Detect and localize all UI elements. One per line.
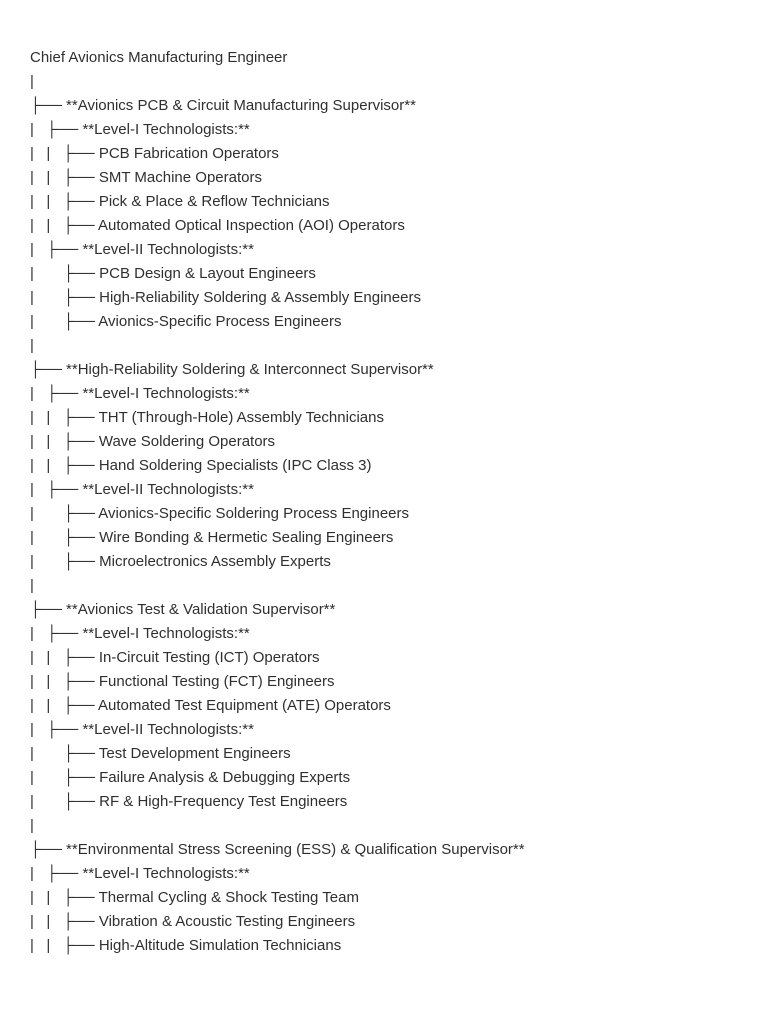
tree-line-role: | ├── Microelectronics Assembly Experts xyxy=(30,553,331,570)
tree-line-role: | | ├── Automated Test Equipment (ATE) Operators xyxy=(30,697,391,714)
tree-line-level-heading: | ├── **Level-II Technologists:** xyxy=(30,481,254,498)
tree-line-supervisor: ├── **Avionics Test & Validation Supervisor** xyxy=(30,601,336,618)
tree-line-role: | | ├── Pick & Place & Reflow Technicians xyxy=(30,193,330,210)
tree-line-supervisor: ├── **High-Reliability Soldering & Interconnect Supervisor** xyxy=(30,361,434,378)
tree-line-role: | | ├── Thermal Cycling & Shock Testing Team xyxy=(30,889,359,906)
tree-line-level-heading: | ├── **Level-I Technologists:** xyxy=(30,865,250,882)
tree-line-level-heading: | ├── **Level-I Technologists:** xyxy=(30,121,250,138)
tree-line-role: | ├── RF & High-Frequency Test Engineers xyxy=(30,793,348,810)
tree-line-role: | | ├── PCB Fabrication Operators xyxy=(30,145,279,162)
tree-line-supervisor: ├── **Avionics PCB & Circuit Manufacturing Supervisor** xyxy=(30,97,416,114)
tree-line-role: | | ├── High-Altitude Simulation Technicians xyxy=(30,937,342,954)
tree-line-connector: | xyxy=(30,337,34,354)
tree-line-role: | ├── Failure Analysis & Debugging Experts xyxy=(30,769,351,786)
tree-line-level-heading: | ├── **Level-II Technologists:** xyxy=(30,721,254,738)
tree-line-role: | ├── Avionics-Specific Soldering Process Engineers xyxy=(30,505,409,522)
tree-line-role: | | ├── Vibration & Acoustic Testing Engineers xyxy=(30,913,356,930)
tree-line-role: | ├── Wire Bonding & Hermetic Sealing Engineers xyxy=(30,529,394,546)
tree-line-role: | | ├── Automated Optical Inspection (AOI) Operators xyxy=(30,217,405,234)
tree-line-role: | | ├── Functional Testing (FCT) Engineers xyxy=(30,673,335,690)
tree-line-role: | ├── Avionics-Specific Process Engineers xyxy=(30,313,342,330)
tree-line-connector: | xyxy=(30,577,34,594)
org-chart-text xyxy=(30,46,758,958)
tree-line-role: | ├── PCB Design & Layout Engineers xyxy=(30,265,316,282)
tree-line-supervisor: ├── **Environmental Stress Screening (ESS) & Qualification Supervisor** xyxy=(30,841,525,858)
tree-line-role: | ├── Test Development Engineers xyxy=(30,745,291,762)
tree-line-role: | | ├── THT (Through-Hole) Assembly Technicians xyxy=(30,409,384,426)
tree-line-role: | ├── High-Reliability Soldering & Assembly Engineers xyxy=(30,289,421,306)
tree-line-level-heading: | ├── **Level-I Technologists:** xyxy=(30,625,250,642)
tree-line-role: | | ├── SMT Machine Operators xyxy=(30,169,262,186)
tree-line-role: | | ├── Wave Soldering Operators xyxy=(30,433,276,450)
tree-line-role: | | ├── Hand Soldering Specialists (IPC Class 3) xyxy=(30,457,372,474)
tree-line-level-heading: | ├── **Level-I Technologists:** xyxy=(30,385,250,402)
tree-line-root: Chief Avionics Manufacturing Engineer xyxy=(30,49,288,66)
tree-line-level-heading: | ├── **Level-II Technologists:** xyxy=(30,241,254,258)
tree-line-connector: | xyxy=(30,73,34,90)
tree-line-connector: | xyxy=(30,817,34,834)
tree-line-role: | | ├── In-Circuit Testing (ICT) Operators xyxy=(30,649,320,666)
